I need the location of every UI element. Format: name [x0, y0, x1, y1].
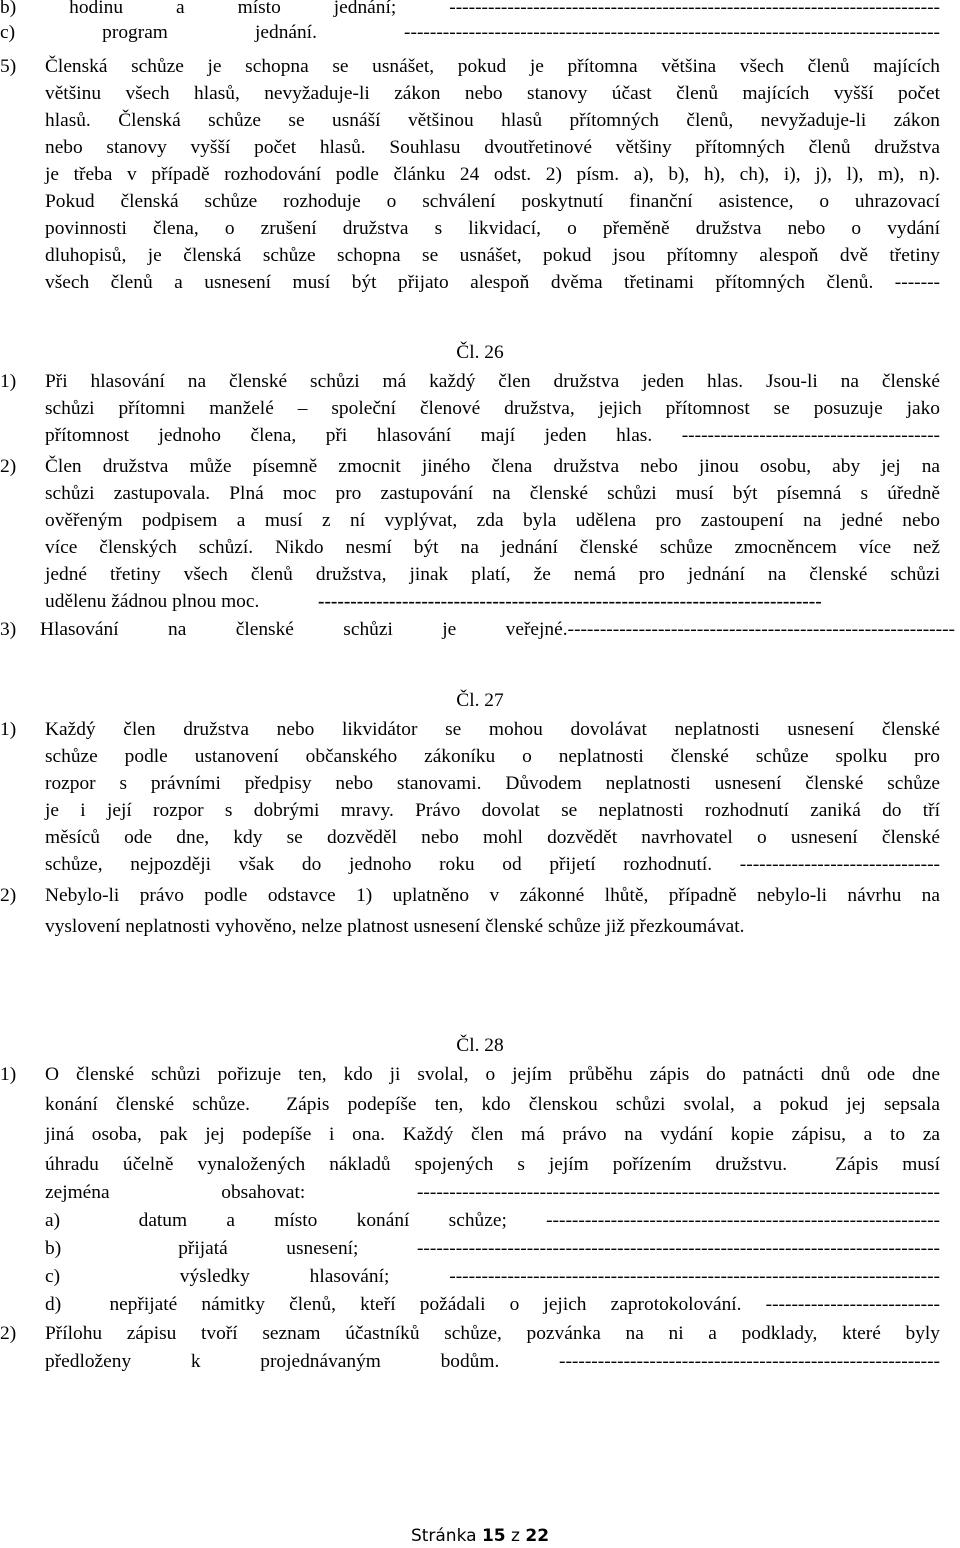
- list-item-d: d) nepřijaté námitky členů, kteří požádali o jejich zaprotokolování. ---------------------------: [45, 1294, 940, 1315]
- paragraph-number: 1): [0, 1064, 17, 1085]
- list-item-c: c) výsledky hlasování; ----------------------------------------------------------------------------: [45, 1266, 940, 1287]
- page-of-label: z: [511, 1526, 520, 1546]
- paragraph-line: schůzi zastupovala. Plná moc pro zastupování na členské schůzi musí být písemná s úředně: [45, 483, 940, 504]
- paragraph-line: vyslovení neplatnosti vyhověno, nelze platnost usnesení členské schůze již přezkoumávat.: [45, 916, 745, 937]
- paragraph-line: Člen družstva může písemně zmocnit jiného člena družstva nebo jinou osobu, aby jej na: [45, 456, 940, 477]
- paragraph-line: je i její rozpor s dobrými mravy. Právo dovolat se neplatnosti rozhodnutí zaniká do tří: [45, 800, 940, 821]
- paragraph-line: úhradu účelně vynaložených nákladů spojených s jejím pořízením družstvu. Zápis musí: [45, 1154, 940, 1175]
- list-item-b: b) přijatá usnesení; ---------------------------------------------------------------------------------: [45, 1238, 940, 1259]
- article-heading: Čl. 27: [456, 690, 504, 711]
- paragraph-line: hlasů. Členská schůze se usnáší většinou hlasů přítomných členů, nevyžaduje-li zákon: [45, 110, 940, 131]
- paragraph-line: nebo stanovy vyšší počet hlasů. Souhlasu dvoutřetinové většiny přítomných členů družstva: [45, 137, 940, 158]
- paragraph-number: 2): [0, 885, 17, 906]
- list-item-c: c) program jednání. -----------------------------------------------------------------------------------: [0, 22, 940, 43]
- paragraph-line: Pokud členská schůze rozhoduje o schválení poskytnutí finanční asistence, o uhrazovací: [45, 191, 940, 212]
- paragraph-line: zejména obsahovat: ---------------------------------------------------------------------------------: [45, 1182, 940, 1203]
- paragraph-line: rozpor s právními předpisy nebo stanovami. Důvodem neplatnosti usnesení členské schůze: [45, 773, 940, 794]
- paragraph-line: většinu všech hlasů, nevyžaduje-li zákon nebo stanovy účast členů majících vyšší počet: [45, 83, 940, 104]
- paragraph-line: schůzi přítomni manželé – společní členové družstva, jejich přítomnost se posuzuje jako: [45, 398, 940, 419]
- total-page-number: 22: [525, 1526, 550, 1546]
- list-item-a: a) datum a místo konání schůze; -------------------------------------------------------------: [45, 1210, 940, 1231]
- paragraph-line: dluhopisů, je členská schůze schopna se usnášet, pokud jsou přítomny alespoň dvě třetiny: [45, 245, 940, 266]
- paragraph-line: všech členů a usnesení musí být přijato alespoň dvěma třetinami přítomných členů. -------: [45, 272, 940, 293]
- list-item-b: b) hodinu a místo jednání; ----------------------------------------------------------------------------: [0, 0, 940, 18]
- paragraph-number: 3): [0, 619, 17, 640]
- paragraph-line: povinnosti člena, o zrušení družstva s likvidací, o přeměně družstva nebo o vydání: [45, 218, 940, 239]
- paragraph-line: Při hlasování na členské schůzi má každý člen družstva jeden hlas. Jsou-li na členské: [45, 371, 940, 392]
- article-heading: Čl. 26: [456, 342, 504, 363]
- dash-fill: ------------------------------------------------------------------------------: [318, 591, 822, 612]
- page-label: Stránka: [410, 1526, 477, 1546]
- paragraph-line: schůze podle ustanovení občanského zákoníku o neplatnosti členské schůze spolku pro: [45, 746, 940, 767]
- current-page-number: 15: [481, 1526, 506, 1546]
- paragraph-line: jedné třetiny všech členů družstva, jinak platí, že nemá pro jednání na členské schůzi: [45, 564, 940, 585]
- paragraph-number: 2): [0, 456, 17, 477]
- paragraph-line: jiná osoba, pak jej podepíše i ona. Každý člen má právo na vydání kopie zápisu, a to za: [45, 1124, 940, 1145]
- paragraph-line: měsíců ode dne, kdy se dozvěděl nebo mohl dozvědět navrhovatel o usnesení členské: [45, 827, 940, 848]
- paragraph-line: konání členské schůze. Zápis podepíše ten, kdo členskou schůzi svolal, a pokud jej sepsala: [45, 1094, 940, 1115]
- paragraph-line: udělenu žádnou plnou moc.: [45, 591, 260, 612]
- page-footer: [0, 1525, 960, 1547]
- paragraph-line: Přílohu zápisu tvoří seznam účastníků schůze, pozvánka na ni a podklady, které byly: [45, 1323, 940, 1344]
- paragraph-line: schůze, nejpozději však do jednoho roku od přijetí rozhodnutí. -------------------------------: [45, 854, 940, 875]
- paragraph-line: ověřeným podpisem a musí z ní vyplývat, zda byla udělena pro zastoupení na jedné nebo: [45, 510, 940, 531]
- paragraph-line: je třeba v případě rozhodování podle článku 24 odst. 2) písm. a), b), h), ch), i), j), l), m), n).: [45, 164, 940, 185]
- paragraph-line: Hlasování na členské schůzi je veřejné.------------------------------------------------------------: [40, 619, 955, 640]
- article-heading: Čl. 28: [456, 1035, 504, 1056]
- paragraph-line: Každý člen družstva nebo likvidátor se mohou dovolávat neplatnosti usnesení členské: [45, 719, 940, 740]
- paragraph-line: přítomnost jednoho člena, při hlasování mají jeden hlas. ----------------------------------------: [45, 425, 940, 446]
- paragraph-line: O členské schůzi pořizuje ten, kdo ji svolal, o jejím průběhu zápis do patnácti dnů ode dne: [45, 1064, 940, 1085]
- paragraph-number: 1): [0, 371, 17, 392]
- paragraph-line: Nebylo-li právo podle odstavce 1) uplatněno v zákonné lhůtě, případně nebylo-li návrhu na: [45, 885, 940, 906]
- paragraph-line: Členská schůze je schopna se usnášet, pokud je přítomna většina všech členů majících: [45, 56, 940, 77]
- paragraph-line: více členských schůzí. Nikdo nesmí být na jednání členské schůze zmocněncem více než: [45, 537, 940, 558]
- paragraph-number: 5): [0, 56, 17, 77]
- paragraph-line: předloženy k projednávaným bodům. -----------------------------------------------------------: [45, 1351, 940, 1372]
- paragraph-number: 1): [0, 719, 17, 740]
- paragraph-number: 2): [0, 1323, 17, 1344]
